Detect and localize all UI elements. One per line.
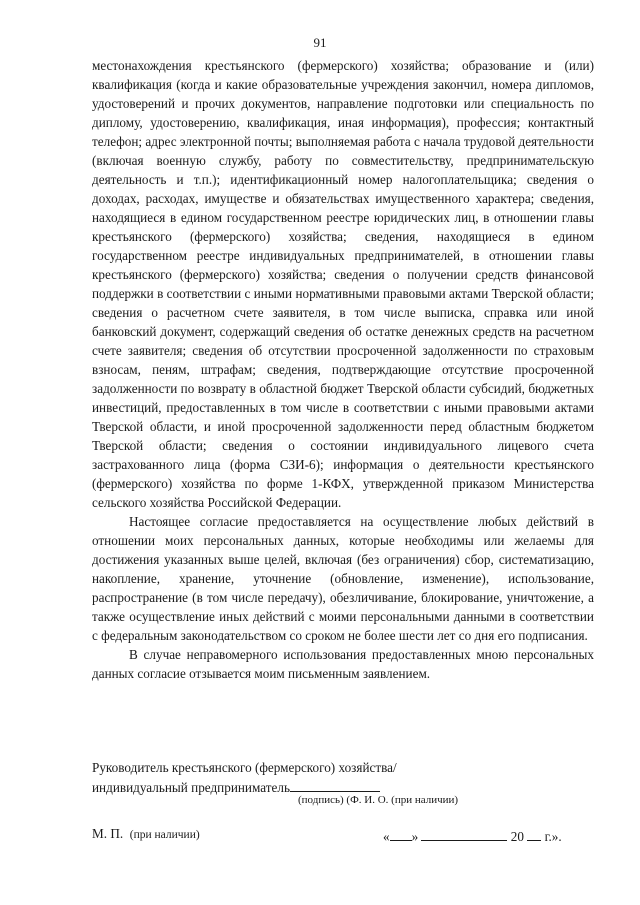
seal-note: (при наличии) <box>129 829 200 841</box>
signature-blank <box>290 777 380 792</box>
page-number: 91 <box>313 35 327 50</box>
signer-title-text: индивидуальный предприниматель <box>92 780 290 795</box>
seal-label: М. П. <box>92 826 124 841</box>
paragraph-consent-scope: Настоящее согласие предоставляется на осуществление любых действий в отношении моих персональных данных, которые необходимы или желаемы для достижения указанных выше целей, включая (без ограничения) сбор, систематизацию, накопление, хранение, уточнение (обновление, изменение), использование, распространение (в том числе передачу), обезличивание, блокирование, уничтожение, а также осуществление иных действий с моими персональными данными в соответствии с федеральным законодательством со сроком не более шести лет со дня его подписания. <box>92 514 594 643</box>
paragraph-consent-revocation: В случае неправомерного использования предоставленных мною персональных данных согласие отзывается моим письменным заявлением. <box>92 647 594 681</box>
month-blank <box>421 826 507 841</box>
document-body <box>92 56 594 683</box>
date-open-quote: « <box>383 829 390 844</box>
paragraph-data-list: местонахождения крестьянского (фермерского) хозяйства; образование и (или) квалификация (когда и какие образовательные учреждения закончил, номера дипломов, удостоверений и прочих документов, направление подготовки или специальность по диплому, удостоверению, квалификация, иная информация), профессия; контактный телефон; адрес электронной почты; выполняемая работа с начала трудовой деятельности (включая военную службу, работу по совместительству, предпринимательскую деятельность и т.п.); идентификационный номер налогоплательщика; сведения о доходах, расходах, имуществе и обязательствах имущественного характера; сведения, находящиеся в едином государственном реестре юридических лиц, в отношении главы крестьянского (фермерского) хозяйства; сведения, находящиеся в едином государственном реестре индивидуальных предпринимателей, в отношении главы крестьянского (фермерского) хозяйства; сведения о получении средств финансовой поддержки в соответствии с иными нормативными правовыми актами Тверской области; сведения о расчетном счете заявителя, в том числе выписка, справка или иной банковский документ, содержащий сведения об остатке денежных средств на расчетном счете заявителя; сведения об отсутствии просроченной задолженности по страховым взносам, пеням, штрафам; сведения, подтверждающие отсутствие просроченной задолженности по возврату в областной бюджет Тверской области субсидий, бюджетных инвестиций, предоставленных в том числе в соответствии с иными правовыми актами Тверской области, и иной просроченной задолженности перед областным бюджетом Тверской области; сведения о состоянии индивидуального лицевого счета застрахованного лица (форма СЗИ-6); информация о деятельности крестьянского (фермерского) хозяйства по форме 1-КФХ, утвержденной приказом Министерства сельского хозяйства Российской Федерации. <box>92 58 594 510</box>
day-blank <box>390 826 412 841</box>
year-suffix: г.». <box>544 829 562 844</box>
year-prefix: 20 <box>510 829 524 844</box>
signature-block <box>92 758 594 797</box>
date-close-quote: » <box>411 829 419 844</box>
seal-placeholder <box>92 826 200 842</box>
signature-caption: (подпись) (Ф. И. О. (при наличии) <box>298 794 459 806</box>
year-blank <box>527 826 541 841</box>
date-line <box>383 826 562 845</box>
signer-title-line-1: Руководитель крестьянского (фермерского) хозяйства/ <box>92 760 397 775</box>
